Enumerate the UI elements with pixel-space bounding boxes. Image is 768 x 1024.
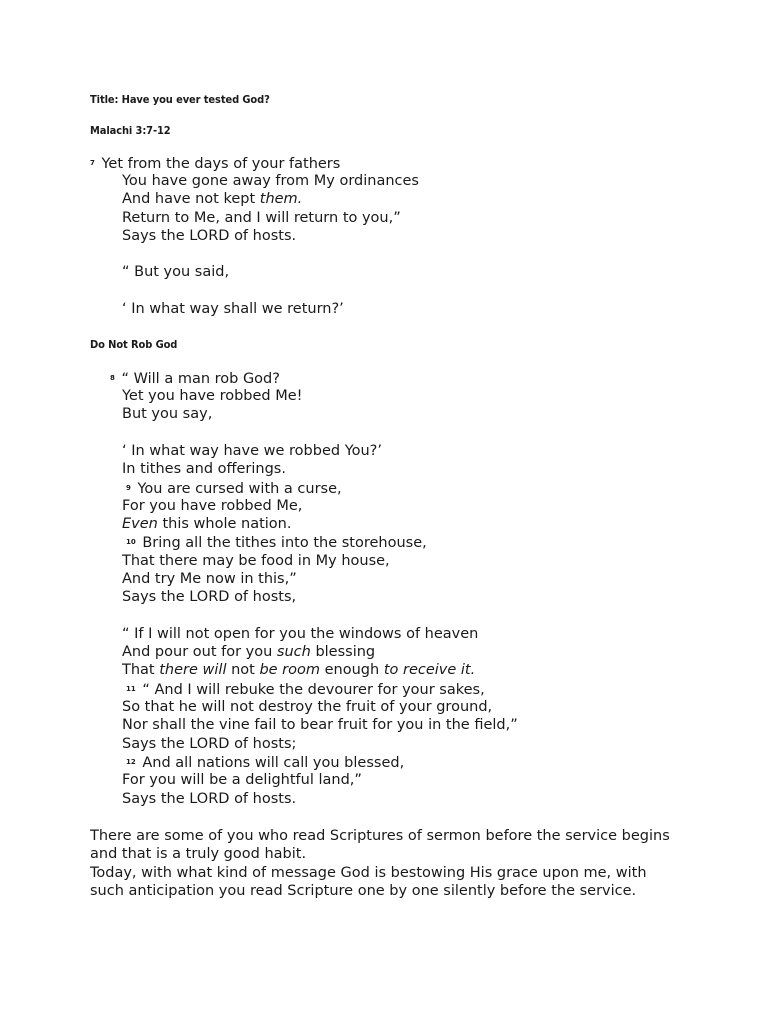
verse-line bbox=[126, 680, 485, 699]
verse-line: “ But you said, bbox=[122, 264, 230, 280]
verse-line: And try Me now in this,” bbox=[122, 571, 297, 587]
verse-line: Nor shall the vine fail to bear fruit for you in the field,” bbox=[122, 717, 518, 733]
verse-line bbox=[110, 369, 280, 388]
verse-line: For you have robbed Me, bbox=[122, 498, 303, 514]
verse-text-italic: Even bbox=[122, 516, 158, 532]
verse-line bbox=[122, 661, 475, 679]
verse-line bbox=[126, 753, 404, 772]
verse-text-italic: be room bbox=[259, 662, 321, 678]
verse-line: ‘ In what way have we robbed You?’ bbox=[122, 443, 382, 459]
verse-line: In tithes and offerings. bbox=[122, 461, 286, 477]
verse-line: Says the LORD of hosts. bbox=[122, 228, 297, 244]
body-paragraph: There are some of you who read Scriptures of sermon before the service begins and that is a truly good habit. bbox=[90, 828, 670, 862]
verse-text-italic: to receive it. bbox=[383, 662, 476, 678]
verse-text: Bring all the tithes into the storehouse, bbox=[142, 535, 427, 551]
verse-line bbox=[126, 479, 342, 498]
verse-number: 9 bbox=[126, 484, 131, 492]
verse-text-italic: there will bbox=[159, 662, 227, 678]
verse-line: Says the LORD of hosts; bbox=[122, 736, 297, 752]
verse-text: Yet from the days of your fathers bbox=[101, 156, 341, 172]
verse-text: “ And I will rebuke the devourer for your sakes, bbox=[142, 682, 485, 698]
verse-line bbox=[122, 643, 375, 661]
verse-text-italic: them. bbox=[259, 191, 303, 207]
verse-text: And have not kept bbox=[122, 191, 260, 207]
verse-text: not bbox=[226, 662, 260, 678]
verse-number: 10 bbox=[126, 538, 136, 546]
body-paragraph: Today, with what kind of message God is bestowing His grace upon me, with such anticipation you read Scripture one by one silently before the service. bbox=[90, 865, 647, 899]
verse-line: That there may be food in My house, bbox=[122, 553, 390, 569]
verse-text: enough bbox=[320, 662, 384, 678]
verse-text-italic: such bbox=[276, 644, 311, 660]
verse-line: Says the LORD of hosts, bbox=[122, 589, 297, 605]
verse-text: And all nations will call you blessed, bbox=[142, 755, 405, 771]
verse-line: But you say, bbox=[122, 406, 213, 422]
verse-number: 8 bbox=[110, 374, 115, 382]
verse-text: blessing bbox=[310, 644, 376, 660]
verse-line: Says the LORD of hosts. bbox=[122, 791, 297, 807]
verse-number: 12 bbox=[126, 758, 136, 766]
verse-line: “ If I will not open for you the windows of heaven bbox=[122, 626, 479, 642]
verse-text: That bbox=[122, 662, 160, 678]
section-heading: Do Not Rob God bbox=[90, 338, 178, 351]
verse-text: “ Will a man rob God? bbox=[121, 371, 280, 387]
verse-line: You have gone away from My ordinances bbox=[122, 173, 419, 189]
verse-text: And pour out for you bbox=[122, 644, 277, 660]
sermon-title: Title: Have you ever tested God? bbox=[90, 93, 270, 106]
verse-text: this whole nation. bbox=[157, 516, 292, 532]
verse-line: For you will be a delightful land,” bbox=[122, 772, 362, 788]
verse-line: Yet you have robbed Me! bbox=[122, 388, 303, 404]
verse-line bbox=[122, 515, 291, 533]
verse-line bbox=[126, 533, 427, 552]
scripture-reference: Malachi 3:7-12 bbox=[90, 124, 171, 137]
verse-line bbox=[90, 154, 340, 173]
verse-text: You are cursed with a curse, bbox=[137, 481, 342, 497]
verse-line: Return to Me, and I will return to you,” bbox=[122, 210, 401, 226]
verse-number: 7 bbox=[90, 159, 95, 167]
verse-line bbox=[122, 190, 302, 208]
verse-line: So that he will not destroy the fruit of your ground, bbox=[122, 699, 493, 715]
verse-line: ‘ In what way shall we return?’ bbox=[122, 301, 344, 317]
verse-number: 11 bbox=[126, 685, 136, 693]
